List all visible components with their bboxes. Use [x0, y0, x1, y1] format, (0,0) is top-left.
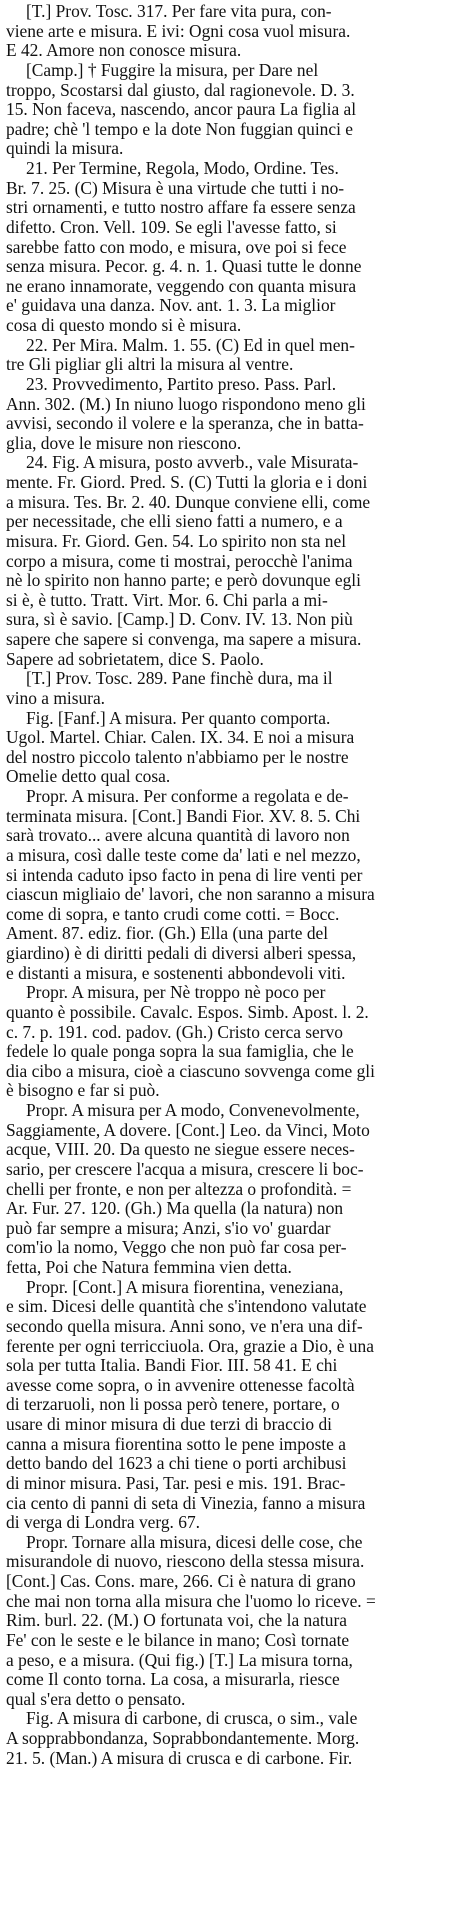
text-line: [Cont.] Cas. Cons. mare, 266. Ci è natura di grano [6, 1572, 356, 1591]
text-line: Fig. [Fanf.] A misura. Per quanto comporta. [26, 708, 331, 728]
text-line: A sopprabbondanza, Soprabbondantemente. Morg. [6, 1729, 360, 1748]
text-line: canna a misura fiorentina sotto le pene imposte a [6, 1434, 346, 1454]
text-line: a misura, così dalle teste come da' lati e nel mezzo, [6, 845, 361, 865]
text-line: quindi la misura. [6, 139, 124, 159]
text-line: Omelie detto qual cosa. [6, 767, 171, 787]
text-line: a peso, e a misura. (Qui fig.) [T.] La misura torna, [6, 1650, 353, 1670]
text-line: vino a misura. [6, 688, 106, 708]
text-line: e sim. Dicesi delle quantità che s'intendono valutate [6, 1297, 367, 1317]
text-line: tre Gli pigliar gli altri la misura al ventre. [6, 355, 294, 375]
text-line: mente. Fr. Giord. Pred. S. (C) Tutti la gloria e i doni [6, 473, 368, 492]
text-line: c. 7. p. 191. cod. padov. (Gh.) Cristo cerca servo [6, 1022, 343, 1042]
text-line: stri ornamenti, e tutto nostro affare fa essere senza [6, 198, 356, 218]
text-line: E 42. Amore non conosce misura. [6, 41, 242, 61]
text-line: troppo, Scostarsi dal giusto, dal ragionevole. D. 3. [6, 80, 355, 100]
text-line: Fe' con le seste e le bilance in mano; Così tornate [6, 1630, 350, 1650]
text-line: del nostro piccolo talento n'abbiamo per le nostre [6, 747, 349, 767]
text-line: sola per tutta Italia. Bandi Fior. III. 58 41. E chi [6, 1356, 338, 1376]
text-line: misurandole di nuovo, riescono della stessa misura. [6, 1552, 365, 1572]
text-line: per necessitade, che elli sieno fatti a numero, e a [6, 512, 343, 532]
text-line: a misura. Tes. Br. 2. 40. Dunque conviene elli, come [6, 492, 371, 512]
text-line: 15. Non faceva, nascendo, ancor paura La figlia al [6, 100, 357, 120]
text-line: è bisogno e far si può. [6, 1081, 160, 1101]
text-line: ferente per ogni terricciuola. Ora, grazie a Dio, è una [6, 1336, 374, 1356]
text-line: sario, per crescere l'acqua a misura, crescere li boc- [6, 1159, 364, 1179]
text-line: detto bando del 1623 a chi tiene o porti archibusi [6, 1454, 347, 1474]
text-line: Ament. 87. ediz. fior. (Gh.) Ella (una parte del [6, 924, 329, 944]
text-line: avvisi, secondo il volere e la speranza, che in batta- [6, 414, 364, 434]
text-line: si intenda caduto ipso facto in pena di lire venti per [6, 865, 363, 885]
text-line: Propr. [Cont.] A misura fiorentina, veneziana, [26, 1277, 344, 1297]
text-line: qual s'era detto o pensato. [6, 1689, 186, 1709]
text-line: Propr. A misura, per Nè troppo nè poco per [26, 983, 326, 1003]
text-line: padre; chè 'l tempo e la dote Non fuggian quinci e [6, 119, 353, 139]
text-line: quanto è possibile. Cavalc. Espos. Simb. Apost. l. 2. [6, 1002, 369, 1022]
text-line: senza misura. Pecor. g. 4. n. 1. Quasi tutte le donne [6, 257, 362, 277]
text-line: dia cibo a misura, cioè a ciascuno sovvenga come gli [6, 1061, 375, 1081]
text-line: sura, sì è savio. [Camp.] D. Conv. IV. 13. Non più [6, 610, 353, 630]
text-line: e distanti a misura, e sostenenti abbondevoli viti. [6, 963, 346, 983]
text-line: viene arte e misura. E ivi: Ogni cosa vuol misura. [6, 21, 351, 41]
text-line: acque, VIII. 20. Da questo ne siegue essere neces- [6, 1140, 355, 1160]
text-line: corpo a misura, come ti mostrai, perocchè l'anima [6, 551, 353, 571]
text-line: avesse come sopra, o in avvenire ottenesse facoltà [6, 1375, 355, 1395]
text-line: cosa di questo mondo si è misura. [6, 316, 242, 335]
text-line: terminata misura. [Cont.] Bandi Fior. XV. 8. 5. Chi [6, 806, 361, 826]
text-line: di minor misura. Pasi, Tar. pesi e mis. 191. Brac- [6, 1473, 346, 1493]
text-line: come di sopra, e tanto crudi come cotti. = Bocc. [6, 904, 340, 924]
text-line: Sapere ad sobrietatem, dice S. Paolo. [6, 649, 264, 669]
text-line: fetta, Poi che Natura femmina vien detta. [6, 1258, 292, 1277]
text-line: Propr. A misura. Per conforme a regolata e de- [26, 787, 349, 806]
text-line: 24. Fig. A misura, posto avverb., vale Misurata- [26, 453, 359, 473]
text-line: nè lo spirito non hanno parte; e però dovunque egli [6, 571, 361, 591]
text-line: secondo quella misura. Anni sono, ve n'era una dif- [6, 1316, 363, 1336]
text-line: Br. 7. 25. (C) Misura è una virtude che tutti i no- [6, 178, 345, 198]
text-line: Ar. Fur. 27. 120. (Gh.) Ma quella (la natura) non [6, 1199, 344, 1219]
text-line: Ugol. Martel. Chiar. Calen. IX. 34. E noi a misura [6, 728, 355, 748]
text-line: Rim. burl. 22. (M.) O fortunata voi, che la natura [6, 1611, 347, 1631]
text-line: sarà trovato... avere alcuna quantità di lavoro non [6, 826, 350, 846]
text-line: di terzaruoli, non li possa però tenere, portare, o [6, 1395, 340, 1415]
text-line: 23. Provvedimento, Partito preso. Pass. Parl. [26, 374, 337, 394]
text-line: chelli per fronte, e non per altezza o profondità. = [6, 1179, 352, 1199]
text-line: [T.] Prov. Tosc. 317. Per fare vita pura, con- [26, 2, 332, 21]
text-line: [T.] Prov. Tosc. 289. Pane finchè dura, ma il [26, 669, 333, 689]
entry-text [6, 2, 464, 1768]
text-line: 22. Per Mira. Malm. 1. 55. (C) Ed in quel men- [26, 335, 355, 355]
text-line: cia cento di panni di seta di Vinezia, fanno a misura [6, 1493, 366, 1513]
text-line: come Il conto torna. La cosa, a misurarla, riesce [6, 1670, 340, 1690]
text-line: ciascun migliaio de' lavori, che non saranno a misura [6, 885, 375, 905]
text-line: usare di minor misura di due terzi di braccio di [6, 1415, 332, 1434]
text-line: glia, dove le misure non riescono. [6, 433, 242, 453]
text-line: fedele lo quale ponga sopra la sua famiglia, che le [6, 1042, 354, 1062]
text-line: sarebbe fatto con modo, e misura, ove poi si fece [6, 237, 347, 257]
text-line: che mai non torna alla misura che l'uomo lo riceve. = [6, 1591, 376, 1611]
text-line: misura. Fr. Giord. Gen. 54. Lo spirito non sta nel [6, 531, 347, 551]
text-line: 21. 5. (Man.) A misura di crusca e di carbone. Fir. [6, 1748, 353, 1768]
text-line: 21. Per Termine, Regola, Modo, Ordine. Tes. [26, 159, 339, 178]
text-line: e' guidava una danza. Nov. ant. 1. 3. La miglior [6, 296, 336, 316]
text-line: com'io la nomo, Veggo che non può far cosa per- [6, 1238, 347, 1258]
text-line: di verga di Londra verg. 67. [6, 1513, 200, 1533]
text-line: Propr. A misura per A modo, Convenevolmente, [26, 1101, 360, 1120]
text-line: può far sempre a misura; Anzi, s'io vo' guardar [6, 1218, 331, 1238]
text-line: Ann. 302. (M.) In niuno luogo rispondono meno gli [6, 394, 366, 414]
text-line: Propr. Tornare alla misura, dicesi delle cose, che [26, 1532, 363, 1552]
text-line: Fig. A misura di carbone, di crusca, o sim., vale [26, 1709, 358, 1729]
text-line: sapere che sapere si convenga, ma sapere a misura. [6, 630, 362, 649]
text-line: si è, è tutto. Tratt. Virt. Mor. 6. Chi parla a mi- [6, 590, 328, 610]
text-line: difetto. Cron. Vell. 109. Se egli l'avesse fatto, si [6, 217, 337, 237]
text-line: Saggiamente, A dovere. [Cont.] Leo. da Vinci, Moto [6, 1120, 370, 1140]
text-line: [Camp.] † Fuggire la misura, per Dare nel [26, 60, 319, 80]
text-line: giardino) è di diritti pedali di diversi alberi spessa, [6, 944, 357, 963]
text-line: ne erano innamorate, veggendo con quanta misura [6, 276, 357, 296]
